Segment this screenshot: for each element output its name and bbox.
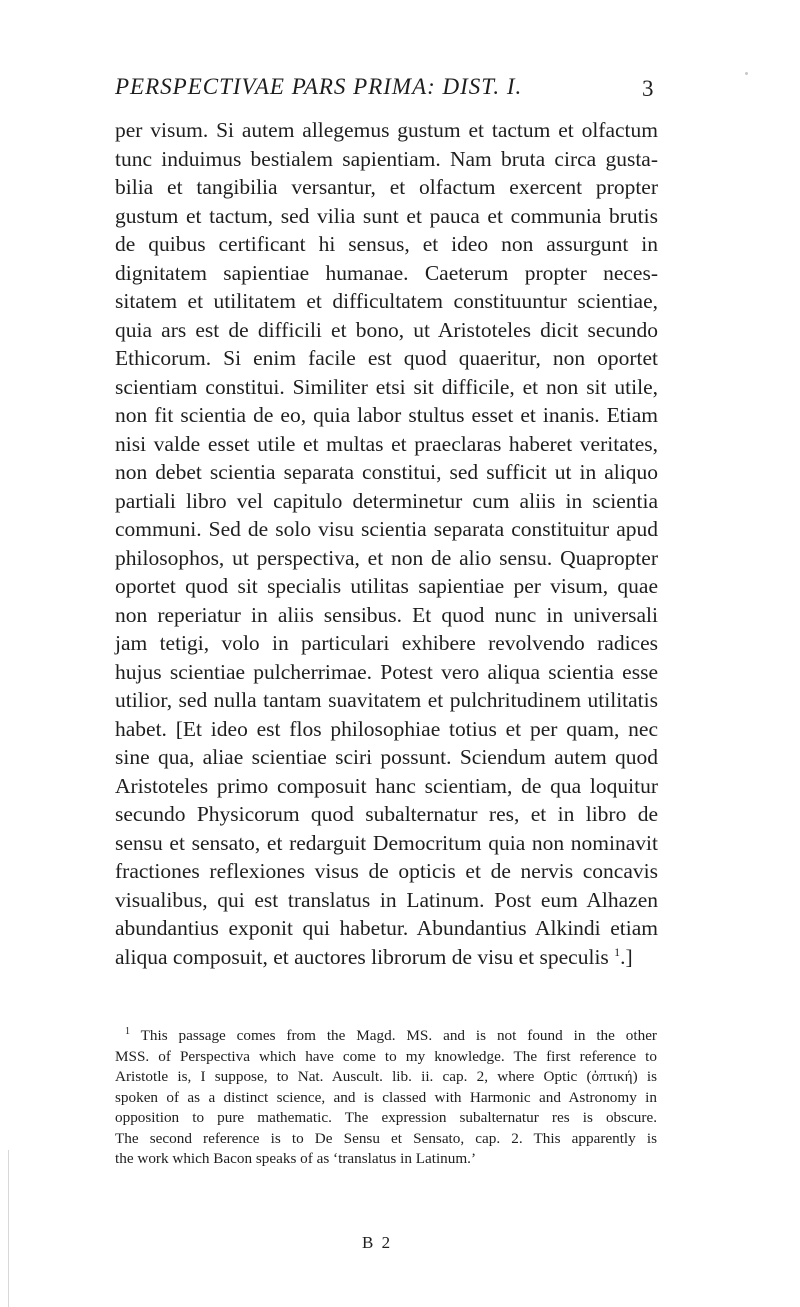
running-head: PERSPECTIVAE PARS PRIMA: DIST. I. bbox=[115, 74, 523, 99]
footnote-line: spoken of as a distinct science, and is classed with Harmonic and Astronomy in bbox=[115, 1088, 657, 1106]
footnote-line-text: This passage comes from the Magd. MS. and is not found in the other bbox=[140, 1027, 657, 1044]
text-line: scientiam constitui. Similiter etsi sit difficile, et non sit utile, bbox=[115, 374, 658, 399]
footnote-line: The second reference is to De Sensu et Sensato, cap. 2. This apparently is bbox=[115, 1129, 657, 1147]
text-line: tunc induimus bestialem sapientiam. Nam bruta circa gusta- bbox=[115, 146, 658, 171]
text-line: sitatem et utilitatem et difficultatem constituuntur scientiae, bbox=[115, 289, 658, 313]
gutter-line bbox=[8, 1150, 9, 1307]
text-line: fractiones reflexiones visus de opticis et de nervis concavis bbox=[115, 859, 658, 883]
closing-bracket: .] bbox=[620, 944, 633, 969]
text-line: visualibus, qui est translatus in Latinum. Post eum Alhazen bbox=[115, 887, 658, 912]
footnote-line: opposition to pure mathematic. The expression subalternatur res is obscure. bbox=[115, 1109, 657, 1126]
text-line-content: aliqua composuit, et auctores librorum de visu et speculis bbox=[115, 944, 609, 969]
text-line: communi. Sed de solo visu scientia separata constituitur apud bbox=[115, 517, 658, 541]
text-line: sensu et sensato, et redarguit Democritum quia non nominavit bbox=[115, 830, 658, 855]
main-text bbox=[115, 116, 658, 971]
footnote-line: Aristotle is, I suppose, to Nat. Auscult. lib. ii. cap. 2, where Optic (ὀπτική) is bbox=[115, 1068, 657, 1085]
text-line: secundo Physicorum quod subalternatur res, et in libro de bbox=[115, 802, 658, 826]
page-number: 3 bbox=[642, 76, 654, 101]
text-line: non debet scientia separata constitui, sed sufficit ut in aliquo bbox=[115, 460, 658, 484]
text-line: bilia et tangibilia versantur, et olfactum exercent propter bbox=[115, 175, 658, 199]
text-line: nisi valde esset utile et multas et praeclaras haberet veritates, bbox=[115, 431, 658, 456]
text-line-last bbox=[115, 943, 658, 972]
text-line: Aristoteles primo composuit hanc scientiam, de qua loquitur bbox=[115, 773, 658, 798]
text-line: dignitatem sapientiae humanae. Caeterum propter neces- bbox=[115, 260, 658, 285]
text-line: de quibus certificant hi sensus, et ideo non assurgunt in bbox=[115, 232, 658, 256]
text-line: quia ars est de difficili et bono, ut Aristoteles dicit secundo bbox=[115, 317, 658, 342]
paper-speck bbox=[745, 72, 748, 75]
footnote-line: the work which Bacon speaks of as ‘translatus in Latinum.’ bbox=[115, 1150, 477, 1167]
text-line: Ethicorum. Si enim facile est quod quaeritur, non oportet bbox=[115, 346, 658, 370]
signature-mark: B 2 bbox=[362, 1233, 393, 1252]
text-line: habet. [Et ideo est flos philosophiae totius et per quam, nec bbox=[115, 716, 658, 741]
footnote-line: MSS. of Perspectiva which have come to my knowledge. The first reference to bbox=[115, 1047, 657, 1065]
text-line: philosophos, ut perspectiva, et non de alio sensu. Quapropter bbox=[115, 545, 658, 570]
footnote bbox=[115, 1026, 657, 1170]
text-line: abundantius exponit qui habetur. Abundantius Alkindi etiam bbox=[115, 916, 658, 940]
text-line: utilior, sed nulla tantam suavitatem et pulchritudinem utilitatis bbox=[115, 688, 658, 712]
text-line: oportet quod sit specialis utilitas sapientiae per visum, quae bbox=[115, 574, 658, 598]
footnote-mark: 1 bbox=[125, 1025, 130, 1037]
text-line: per visum. Si autem allegemus gustum et tactum et olfactum bbox=[115, 118, 658, 142]
text-line: gustum et tactum, sed vilia sunt et pauca et communia brutis bbox=[115, 203, 658, 228]
text-line: non reperiatur in aliis sensibus. Et quod nunc in universali bbox=[115, 602, 658, 627]
text-line: partiali libro vel capitulo determinetur cum aliis in scientia bbox=[115, 488, 658, 513]
text-line: non fit scientia de eo, quia labor stultus esset et inanis. Etiam bbox=[115, 403, 658, 427]
text-line: sine qua, aliae scientiae sciri possunt. Sciendum autem quod bbox=[115, 745, 658, 769]
footnote-line bbox=[115, 1026, 657, 1047]
page-header bbox=[115, 74, 655, 104]
text-line: jam tetigi, volo in particulari exhibere revolvendo radices bbox=[115, 631, 658, 655]
text-line: hujus scientiae pulcherrimae. Potest vero aliqua scientia esse bbox=[115, 659, 658, 684]
footnote-reference: 1 bbox=[614, 944, 621, 959]
